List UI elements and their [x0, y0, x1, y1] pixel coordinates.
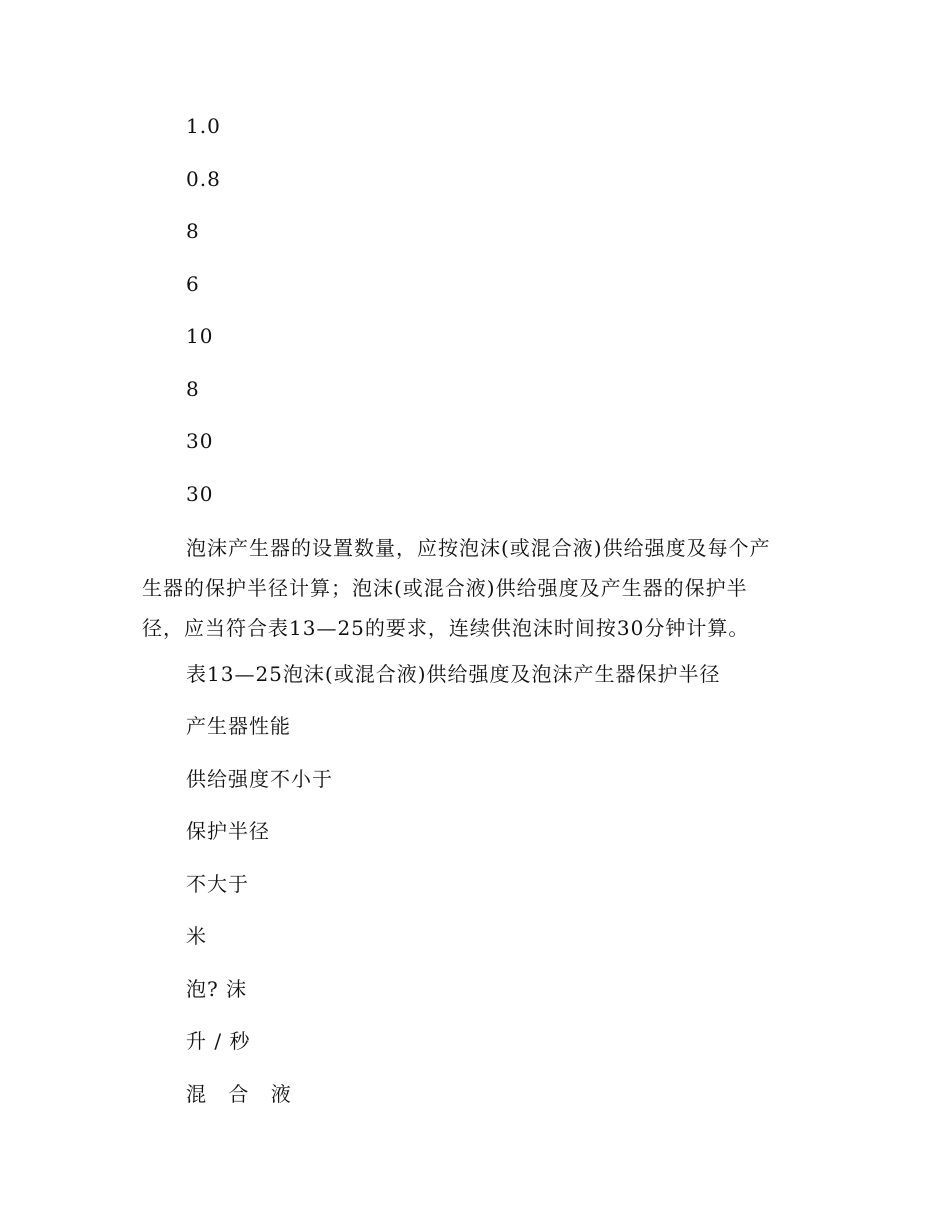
table-header-supply: 供给强度不小于	[186, 767, 333, 791]
table-caption: 表13—25泡沫(或混合液)供给强度及泡沫产生器保护半径	[186, 662, 721, 686]
table-row-mixture: 混 合 液	[186, 1082, 299, 1106]
paragraph-line-2: 生器的保护半径计算；泡沫(或混合液)供给强度及产生器的保护半	[142, 576, 748, 600]
value-line-1: 1.0	[186, 114, 221, 138]
table-unit-meter: 米	[186, 924, 207, 948]
value-line-8: 30	[186, 482, 214, 506]
value-line-3: 8	[186, 219, 200, 243]
table-header-performance: 产生器性能	[186, 714, 291, 738]
table-header-not-more: 不大于	[186, 872, 249, 896]
paragraph-line-1: 泡沫产生器的设置数量，应按泡沫(或混合液)供给强度及每个产	[186, 536, 771, 560]
value-line-2: 0.8	[186, 167, 221, 191]
value-line-6: 8	[186, 377, 200, 401]
table-unit-lps: 升 / 秒	[186, 1029, 251, 1053]
value-line-4: 6	[186, 272, 200, 296]
value-line-5: 10	[186, 324, 214, 348]
table-row-foam: 泡? 沫	[186, 977, 248, 1001]
body-paragraph	[142, 528, 802, 648]
paragraph-line-3: 径，应当符合表13—25的要求，连续供泡沫时间按30分钟计算。	[142, 616, 750, 640]
value-line-7: 30	[186, 429, 214, 453]
table-header-radius: 保护半径	[186, 819, 270, 843]
